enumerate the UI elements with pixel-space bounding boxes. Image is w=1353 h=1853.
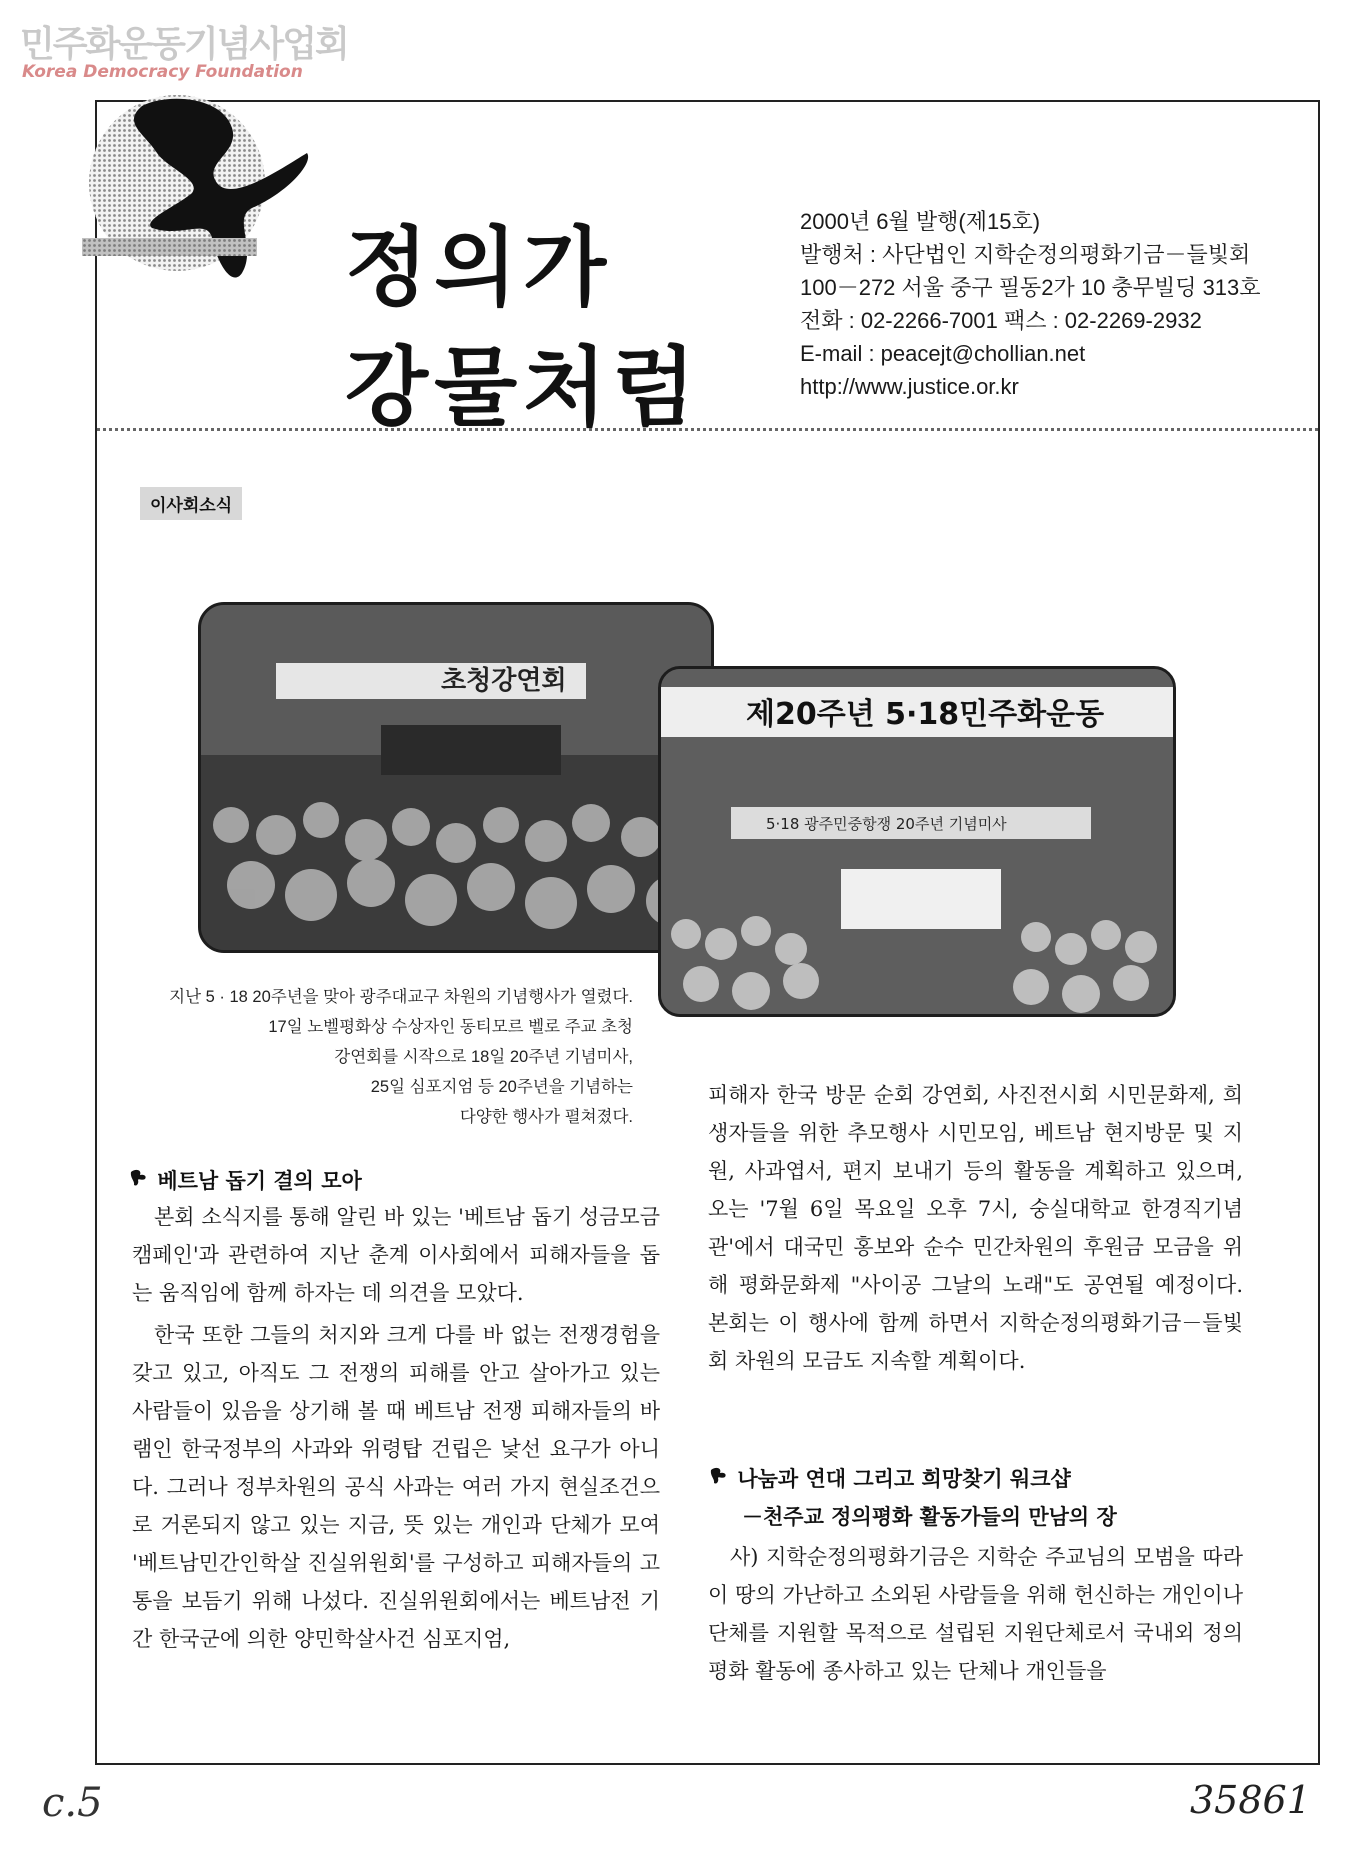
photo-memorial-subbanner: 5·18 광주민중항쟁 20주년 기념미사: [766, 815, 1007, 833]
website: http://www.justice.or.kr: [800, 374, 1019, 399]
article1-heading-text: 베트남 돕기 결의 모아: [157, 1169, 362, 1193]
email: E-mail : peacejt@chollian.net: [800, 341, 1086, 366]
photo-lecture-banner: 초청강연회: [441, 666, 567, 696]
handwritten-archive-number: 35861: [1190, 1778, 1311, 1822]
article1-paragraph: 피해자 한국 방문 순회 강연회, 사진전시회 시민문화제, 희생자들을 위한 추모행사 시민모임, 베트남 현지방문 및 지원, 사과엽서, 편지 보내기 등의 활동을 계획하고 있으며, 오는 '7월 6일 목요일 오후 7시, 숭실대학교 한경직기념관'에서 대국민 홍보와 순수 민간차원의 후원금 모금을 위해 평화문화제 "사이공 그날의 노래"도 공연될 예정이다. 본회는 이 행사에 함께 하면서 지학순정의평화기금－들빛회 차원의 모금도 지속할 계획이다.: [708, 1083, 1243, 1373]
handwritten-page-mark: c.5: [42, 1780, 103, 1826]
article2-body: [708, 1538, 1243, 1690]
photo-caption: [169, 982, 633, 1132]
caption-line: 25일 심포지엄 등 20주년을 기념하는: [370, 1078, 633, 1096]
leaf-bullet-icon: [128, 1164, 150, 1198]
phone-fax: 전화 : 02-2266-7001 팩스 : 02-2269-2932: [800, 308, 1202, 333]
address: 100－272 서울 중구 필동2가 10 충무빌딩 313호: [800, 275, 1261, 300]
article1-heading: [128, 1164, 362, 1198]
article2-paragraph: 사) 지학순정의평화기금은 지학순 주교님의 모범을 따라 이 땅의 가난하고 소외된 사람들을 위해 헌신하는 개인이나 단체를 지원할 목적으로 설립된 지원단체로서 국내외 정의평화 활동에 종사하고 있는 단체나 개인들을: [708, 1545, 1243, 1683]
photo-memorial-banner: 제20주년 5·18민주화운동: [746, 697, 1105, 732]
article1-paragraph: 한국 또한 그들의 처지와 크게 다를 바 없는 전쟁경험을 갖고 있고, 아직도 그 전쟁의 피해를 안고 살아가고 있는 사람들이 있음을 상기해 볼 때 베트남 전쟁 피해자들의 바램인 한국정부의 사과와 위령탑 건립은 낯선 요구가 아니다. 그러나 정부차원의 공식 사과는 여러 가지 현실조건으로 거론되지 않고 있는 지금, 뜻 있는 개인과 단체가 모여 '베트남민간인학살 진실위원회'를 구성하고 피해자들의 고통을 보듬기 위해 나섰다. 진실위원회에서는 베트남전 기간 한국군에 의한 양민학살사건 심포지엄,: [132, 1323, 660, 1651]
photo-memorial-mass: [658, 666, 1176, 1017]
watermark-english: Korea Democracy Foundation: [22, 62, 303, 82]
article1-body-right: [708, 1076, 1243, 1380]
issue-date: 2000년 6월 발행(제15호): [800, 209, 1041, 234]
article2-heading-text: 나눔과 연대 그리고 희망찾기 워크샵: [737, 1467, 1071, 1491]
caption-line: 지난 5 · 18 20주년을 맞아 광주대교구 차원의 기념행사가 열렸다.: [169, 988, 633, 1006]
article2-subheading: －천주교 정의평화 활동가들의 만남의 장: [742, 1505, 1117, 1529]
article1-paragraph: 본회 소식지를 통해 알린 바 있는 '베트남 돕기 성금모금 캠페인'과 관련하여 지난 춘계 이사회에서 피해자들을 돕는 움직임에 함께 하자는 데 의견을 모았다.: [132, 1205, 660, 1305]
photo-memorial-mass-image: [661, 669, 1173, 1014]
section-tag: 이사회소식: [140, 487, 242, 520]
masthead-divider: [97, 428, 1318, 431]
caption-line: 17일 노벨평화상 수상자인 동티모르 벨로 주교 초청: [268, 1018, 633, 1036]
watermark-korean: 민주화운동기념사업회: [20, 24, 348, 65]
caption-line: 다양한 행사가 펼쳐졌다.: [459, 1108, 633, 1126]
article2-heading: [708, 1462, 1071, 1496]
masthead-title-line1: 정의가: [345, 218, 613, 318]
photo-lecture-image: [201, 605, 711, 950]
article1-body-left: [132, 1198, 660, 1658]
publication-info: [800, 205, 1261, 403]
newsletter-logo-icon: [82, 88, 312, 313]
caption-line: 강연회를 시작으로 18일 20주년 기념미사,: [334, 1048, 633, 1066]
publisher: 발행처 : 사단법인 지학순정의평화기금－들빛회: [800, 242, 1251, 267]
leaf-bullet-icon: [708, 1462, 730, 1496]
photo-lecture: [198, 602, 714, 953]
masthead-title-line2: 강물처럼: [345, 338, 702, 438]
